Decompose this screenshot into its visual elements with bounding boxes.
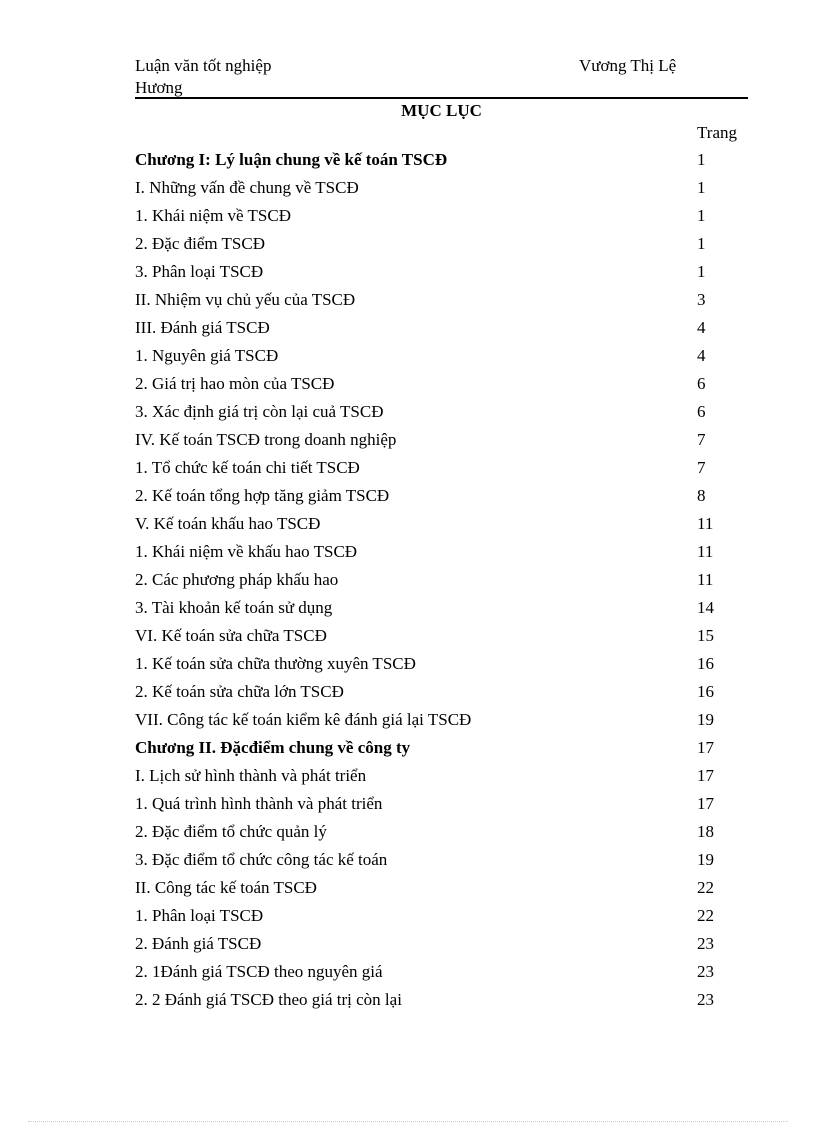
toc-entry-page: 16 <box>697 654 714 673</box>
footer-divider <box>28 1121 788 1122</box>
toc-entry-page: 1 <box>697 178 706 197</box>
toc-entry-page: 17 <box>697 738 714 757</box>
toc-entry <box>135 232 755 260</box>
page-column-heading: Trang <box>697 123 737 142</box>
toc-entry-title: I. Lịch sử hình thành và phát triển <box>135 766 367 785</box>
toc-entry <box>135 904 755 932</box>
toc-entry-title: 3. Phân loại TSCĐ <box>135 262 264 281</box>
toc-entry <box>135 848 755 876</box>
header-thesis-label: Luận văn tốt nghiệp <box>135 56 272 75</box>
toc-entry <box>135 680 755 708</box>
toc-entry-page: 7 <box>697 430 706 449</box>
toc-entry-page: 16 <box>697 682 714 701</box>
toc-entry-title: V. Kế toán khấu hao TSCĐ <box>135 514 321 533</box>
toc-entry <box>135 512 755 540</box>
table-of-contents <box>135 148 755 1016</box>
toc-entry-title: 3. Xác định giá trị còn lại cuả TSCĐ <box>135 402 384 421</box>
toc-entry-title: 2. Đánh giá TSCĐ <box>135 934 262 953</box>
toc-entry-title: II. Nhiệm vụ chủ yếu của TSCĐ <box>135 290 356 309</box>
page-title: MỤC LỤC <box>401 101 482 120</box>
toc-entry-page: 6 <box>697 374 706 393</box>
toc-entry-title: 1. Quá trình hình thành và phát triển <box>135 794 383 813</box>
toc-entry <box>135 708 755 736</box>
toc-entry <box>135 176 755 204</box>
header-left <box>135 55 271 99</box>
toc-entry-title: 2. Các phương pháp khấu hao <box>135 570 339 589</box>
toc-entry-page: 1 <box>697 262 706 281</box>
toc-entry-page: 11 <box>697 514 714 533</box>
toc-entry-title: 1. Nguyên giá TSCĐ <box>135 346 279 365</box>
toc-entry-page: 8 <box>697 486 706 505</box>
toc-entry-page: 17 <box>697 794 714 813</box>
toc-entry-title: III. Đánh giá TSCĐ <box>135 318 270 337</box>
toc-entry-title: IV. Kế toán TSCĐ trong doanh nghiệp <box>135 430 397 449</box>
toc-entry-title: 2. Kế toán sửa chữa lớn TSCĐ <box>135 682 344 701</box>
toc-entry-title: 2. 1Đánh giá TSCĐ theo nguyên giá <box>135 962 383 981</box>
toc-entry-title: 1. Khái niệm về TSCĐ <box>135 206 291 225</box>
header-author-name: Vương Thị Lệ <box>579 56 677 75</box>
toc-entry-title: 3. Đặc điểm tổ chức công tác kế toán <box>135 850 388 869</box>
toc-entry <box>135 568 755 596</box>
toc-entry <box>135 484 755 512</box>
toc-entry-page: 22 <box>697 906 714 925</box>
toc-entry-page: 11 <box>697 542 714 561</box>
toc-entry <box>135 316 755 344</box>
toc-entry <box>135 792 755 820</box>
toc-entry-page: 7 <box>697 458 706 477</box>
toc-entry-page: 18 <box>697 822 714 841</box>
toc-entry <box>135 260 755 288</box>
toc-entry-title: Chương II. Đặcđiểm chung về công ty <box>135 738 411 757</box>
toc-entry-title: 2. Đặc điểm tổ chức quản lý <box>135 822 327 841</box>
toc-entry-page: 1 <box>697 206 706 225</box>
toc-entry <box>135 540 755 568</box>
toc-entry-title: 2. Đặc điểm TSCĐ <box>135 234 266 253</box>
toc-entry-title: 1. Kế toán sửa chữa thường xuyên TSCĐ <box>135 654 416 673</box>
toc-entry-title: VI. Kế toán sửa chữa TSCĐ <box>135 626 327 645</box>
toc-entry-page: 23 <box>697 934 714 953</box>
toc-entry-page: 14 <box>697 598 714 617</box>
header-author-surname: Hương <box>135 78 183 97</box>
toc-entry <box>135 624 755 652</box>
toc-entry-page: 6 <box>697 402 706 421</box>
toc-entry <box>135 456 755 484</box>
toc-entry <box>135 820 755 848</box>
toc-entry-page: 19 <box>697 710 714 729</box>
toc-entry-title: 2. Kế toán tổng hợp tăng giảm TSCĐ <box>135 486 390 505</box>
toc-entry-page: 19 <box>697 850 714 869</box>
toc-entry-page: 3 <box>697 290 706 309</box>
toc-entry <box>135 736 755 764</box>
toc-entry <box>135 400 755 428</box>
toc-entry-page: 15 <box>697 626 714 645</box>
toc-entry-page: 23 <box>697 962 714 981</box>
toc-entry <box>135 876 755 904</box>
toc-entry <box>135 344 755 372</box>
toc-entry-title: 2. 2 Đánh giá TSCĐ theo giá trị còn lại <box>135 990 402 1009</box>
toc-entry <box>135 148 755 176</box>
toc-entry-page: 22 <box>697 878 714 897</box>
toc-entry-title: 2. Giá trị hao mòn của TSCĐ <box>135 374 335 393</box>
toc-entry <box>135 932 755 960</box>
toc-entry-page: 1 <box>697 234 706 253</box>
toc-entry-page: 4 <box>697 318 706 337</box>
toc-entry-title: 1. Tổ chức kế toán chi tiết TSCĐ <box>135 458 360 477</box>
toc-entry-page: 1 <box>697 150 706 169</box>
toc-entry <box>135 288 755 316</box>
toc-entry-title: II. Công tác kế toán TSCĐ <box>135 878 317 897</box>
toc-entry-title: 1. Phân loại TSCĐ <box>135 906 264 925</box>
toc-entry-title: 1. Khái niệm về khấu hao TSCĐ <box>135 542 358 561</box>
toc-entry <box>135 372 755 400</box>
header-divider <box>135 97 748 99</box>
toc-entry-page: 4 <box>697 346 706 365</box>
toc-entry <box>135 204 755 232</box>
toc-entry <box>135 652 755 680</box>
toc-entry <box>135 960 755 988</box>
toc-entry-title: I. Những vấn đề chung về TSCĐ <box>135 178 359 197</box>
toc-entry <box>135 428 755 456</box>
toc-entry-page: 17 <box>697 766 714 785</box>
toc-entry-title: 3. Tài khoản kế toán sử dụng <box>135 598 333 617</box>
toc-entry-title: Chương I: Lý luận chung về kế toán TSCĐ <box>135 150 448 169</box>
toc-entry <box>135 596 755 624</box>
toc-entry-title: VII. Công tác kế toán kiểm kê đánh giá lại TSCĐ <box>135 710 472 729</box>
toc-entry <box>135 764 755 792</box>
toc-entry-page: 23 <box>697 990 714 1009</box>
toc-entry <box>135 988 755 1016</box>
toc-entry-page: 11 <box>697 570 714 589</box>
